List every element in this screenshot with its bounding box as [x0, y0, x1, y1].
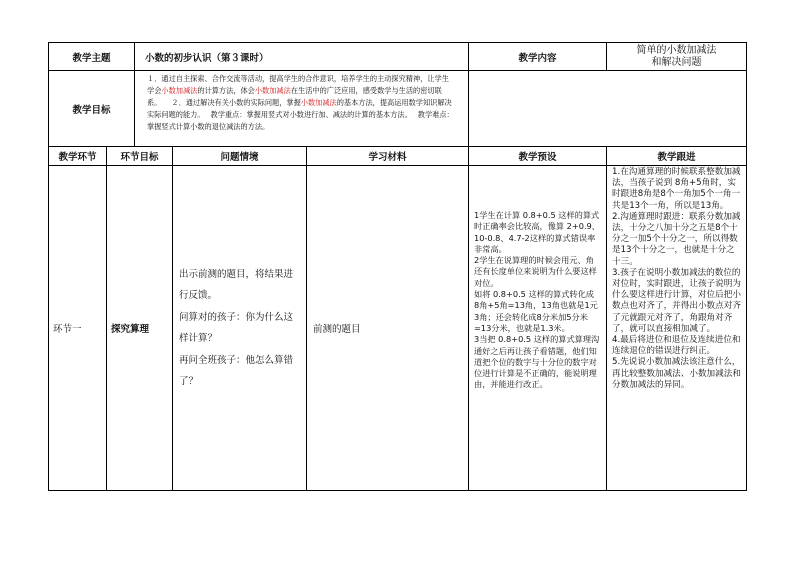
goals-text-cell	[134, 70, 469, 147]
goal-difficulty: 教学难点：掌握竖式计算小数的退位减法的方法。	[147, 110, 454, 131]
goal-text: 的计算方法，体会	[197, 86, 255, 95]
preset-cell	[468, 165, 607, 491]
goal-highlight: 小数加减法	[254, 86, 291, 95]
goal-highlight: 小数加减法	[161, 86, 198, 95]
goal-text: ２．通过解决有关小数的实际问题，掌握	[171, 98, 301, 107]
content-value-line1: 简单的小数加减法	[636, 44, 717, 56]
topic-label-cell	[48, 42, 135, 71]
col-header-followup	[606, 146, 747, 166]
col-header-stage	[48, 146, 107, 166]
content-label: 教学内容	[518, 52, 557, 64]
preset-item: 3当把 0.8+0.5 这样的算式算理沟通好之后再让孩子看错题，他们知道把个位的数字与十分位的数字对位进行计算是不正确的，能说明理由，并能进行改正。	[474, 334, 600, 390]
goals-blank-cell	[468, 70, 747, 147]
situation-line: 再问全班孩子：他怎么算错了？	[179, 354, 294, 387]
goals-label-cell	[48, 70, 135, 147]
goal-paragraph-1	[147, 73, 456, 133]
followup-item: 3.孩子在说明小数加减法的数位的对位时，实时跟进，让孩子说明为什么要这样进行计算，对位后把小数点也对齐了，并得出小数点对齐了元就跟元对齐了，角跟角对齐了，就可以直接相加减了。	[612, 267, 741, 334]
col-header-label: 环节目标	[120, 152, 159, 163]
col-header-label: 教学预设	[518, 152, 557, 163]
topic-label: 教学主题	[72, 52, 111, 64]
col-header-situation	[172, 146, 307, 166]
topic-value: 小数的初步认识（第３课时）	[145, 52, 269, 64]
col-header-label: 问题情境	[220, 152, 259, 163]
stage-cell	[48, 165, 107, 491]
content-value-cell	[606, 42, 747, 71]
goal-cell	[106, 165, 173, 491]
col-header-label: 教学跟进	[657, 152, 696, 163]
followup-cell	[606, 165, 747, 491]
topic-value-cell	[134, 42, 469, 71]
situation-cell	[172, 165, 307, 491]
material-value: 前测的题目	[313, 324, 361, 335]
situation-line: 出示前测的题目，将结果进行反馈。	[179, 268, 294, 301]
preset-item: 1学生在计算 0.8+0.5 这样的算式时正确率会比较高，像算 2+0.9、10-0.8、4.7-2这样的算式错误率非常高。	[474, 210, 600, 254]
goal-key-point: 教学重点：掌握用竖式对小数进行加、减法的计算的基本方法。	[210, 110, 412, 119]
goal-text: １．通过自主探索、合作交流等活动，提高学生的合作意识，培养学生的主动探究精神，让学生学会	[147, 74, 449, 95]
col-header-label: 学习材料	[368, 152, 407, 163]
preset-item: 2学生在说算理的时候会用元、角还有长度单位来说明为什么要这样对位。	[474, 255, 597, 288]
stage-value: 环节一	[53, 324, 82, 335]
followup-item: 2.沟通算理时跟进：联系分数加减法，十分之八加十分之五是8个十分之一加5个十分之一，所以得数是13个十分之一，也就是十分之十三。	[612, 211, 741, 267]
goal-text: 在生活中的广泛应用，感受数学与生活的密切联系。	[147, 86, 442, 107]
situation-line: 问算对的孩子：你为什么这样计算？	[179, 311, 294, 344]
content-value-line2: 和解决问题	[651, 56, 702, 68]
col-header-label: 教学环节	[58, 152, 97, 163]
goals-label: 教学目标	[72, 104, 111, 116]
material-cell	[306, 165, 469, 491]
goal-text: 的基本方法，提高运用数学知识解决实际问题的能力。	[147, 98, 452, 119]
col-header-goal	[106, 146, 173, 166]
goal-highlight: 小数加减法	[300, 98, 337, 107]
goal-value: 探究算理	[111, 324, 150, 335]
content-label-cell	[468, 42, 607, 71]
col-header-material	[306, 146, 469, 166]
col-header-preset	[468, 146, 607, 166]
followup-item: 1.在沟通算理的时候联系整数加减法，当孩子说到 8角+5角时，实时跟进8角是8个一角加5个一角一共是13个一角，所以是13角。	[612, 167, 741, 211]
followup-item: 4.最后将进位和退位及连续进位和连续退位的错误进行纠正。	[612, 335, 741, 357]
followup-item: 5.先说说小数加减法该注意什么，再比较整数加减法、小数加减法和分数加减法的异同。	[612, 357, 741, 390]
preset-item: 如将 0.8+0.5 这样的算式转化成 8角+5角=13角，13角也就是1元3角；还会转化成8分米加5分米=13分米，也就是1.3米。	[474, 289, 598, 333]
